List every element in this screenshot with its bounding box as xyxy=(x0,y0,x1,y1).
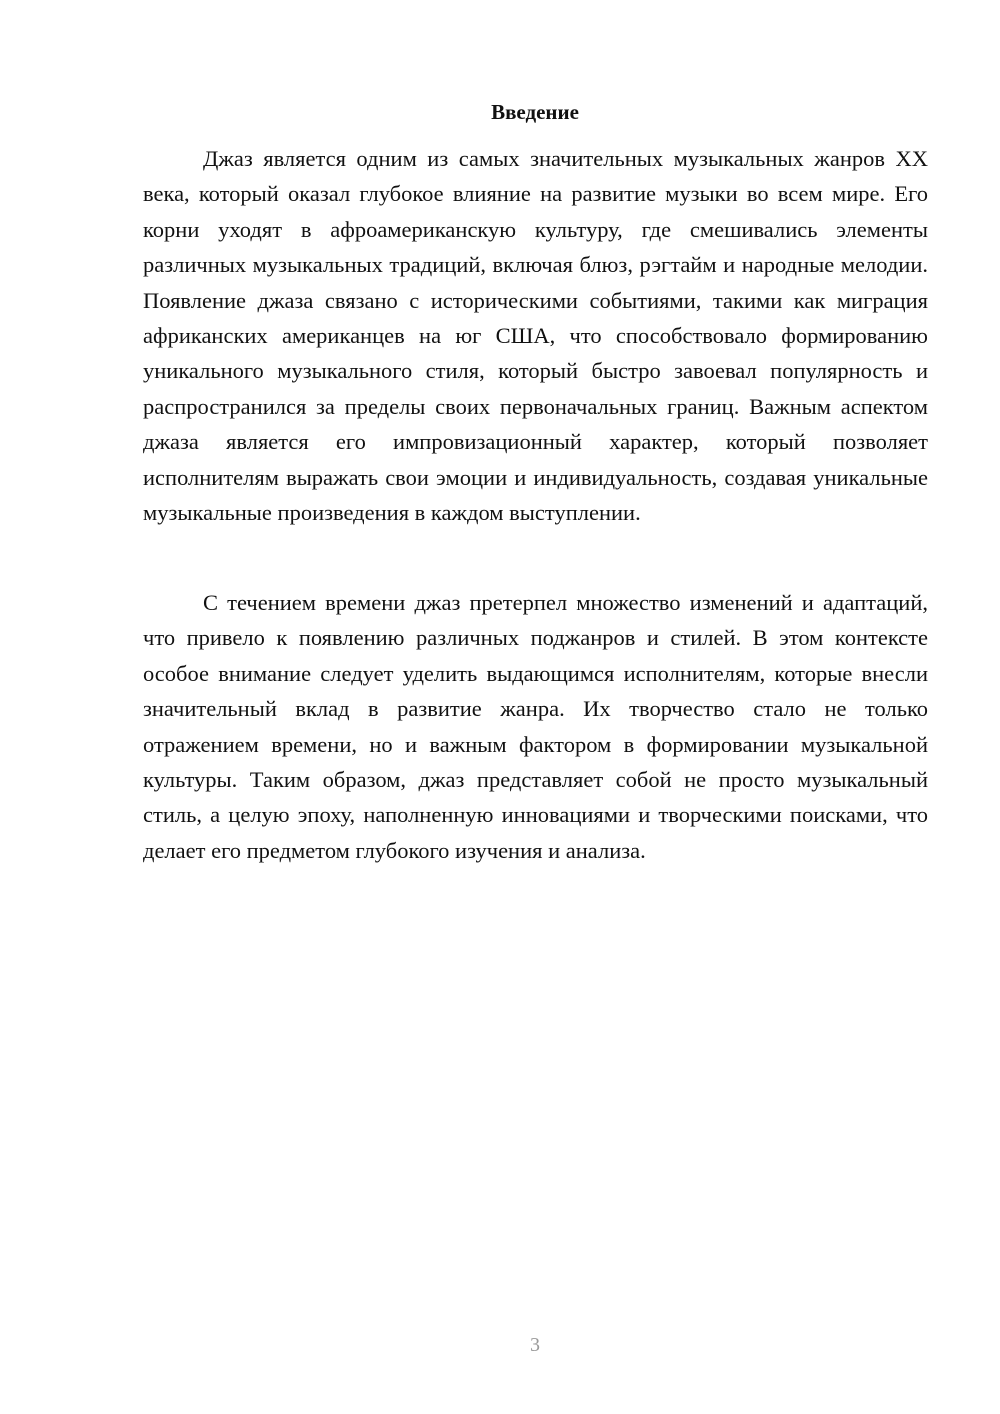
page-number: 3 xyxy=(530,1334,540,1356)
paragraph-2: С течением времени джаз претерпел множество изменений и адаптаций, что привело к появлению различных поджанров и стилей. В этом контексте особое внимание следует уделить выдающимся исполнителям, которые внесли значительный вклад в развитие жанра. Их творчество стало не только отражением времени, но и важным фактором в формировании музыкальной культуры. Таким образом, джаз представляет собой не просто музыкальный стиль, а целую эпоху, наполненную инновациями и творческими поисками, что делает его предметом глубокого изучения и анализа. xyxy=(143,590,928,863)
section-heading: Введение xyxy=(491,100,579,124)
paragraph-1: Джаз является одним из самых значительных музыкальных жанров XX века, который оказал глубокое влияние на развитие музыки во всем мире. Его корни уходят в афроамериканскую культуру, где смешивались элементы различных музыкальных традиций, включая блюз, рэгтайм и народные мелодии. Появление джаза связано с историческими событиями, такими как миграция африканских американцев на юг США, что способствовало формированию уникального музыкального стиля, который быстро завоевал популярность и распространился за пределы своих первоначальных границ. Важным аспектом джаза является его импровизационный характер, который позволяет исполнителям выражать свои эмоции и индивидуальность, создавая уникальные музыкальные произведения в каждом выступлении. xyxy=(143,146,928,526)
